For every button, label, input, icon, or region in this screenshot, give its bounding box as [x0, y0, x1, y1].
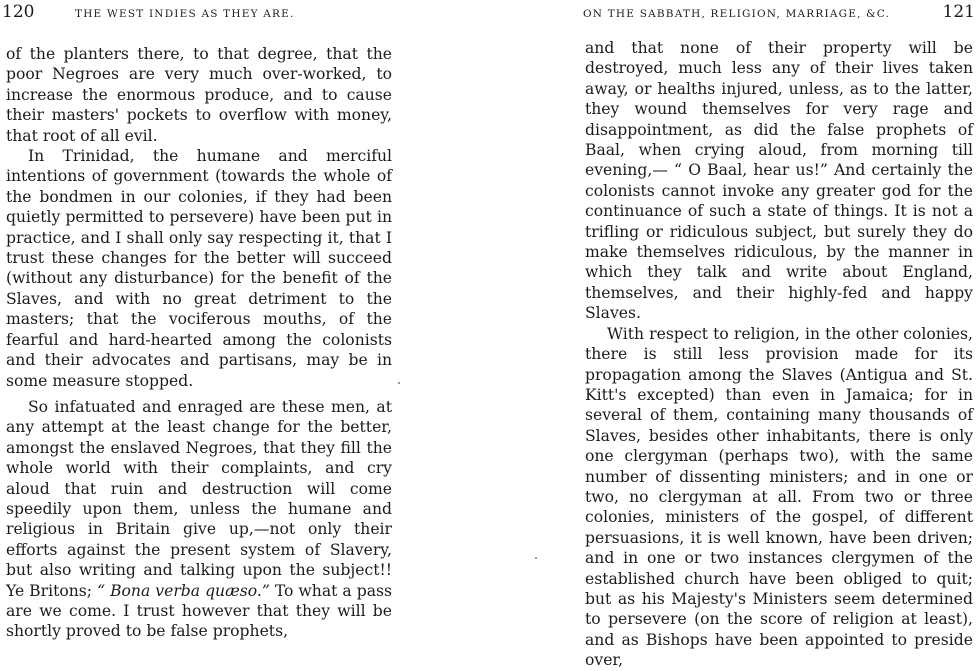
right-paragraph-1: and that none of their property will be destroyed, much less any of their lives taken away, or healths injured, unless, as to the latter, they wound themselves for very rage and disappointment, as did the false prophets of Baal, when crying aloud, from morning till evening,— “ O Baal, hear us!” And certainly the colonists cannot invoke any greater god for the continuance of such a state of things. It is not a trifling or ridiculous subject, but surely they do make themselves ridiculous, by the manner in which they talk and write about England, themselves, and their highly-fed and happy Slaves.: [585, 39, 973, 323]
left-paragraph-1: of the planters there, to that degree, that the poor Negroes are very much over-worked, to increase the enormous produce, and to cause their masters' pockets to overflow with money, that root of all evil.: [6, 45, 392, 145]
left-body-text: [0, 34, 400, 642]
gutter-speck: [535, 557, 537, 559]
left-paragraph-2: In Trinidad, the humane and merciful intentions of government (towards the whole of the bondmen in our colonies, if they had been quietly permitted to persevere) have been put in practice, and I shall only say respecting it, that I trust these changes for the better will succeed (without any disturbance) for the benefit of the Slaves, and with no great detriment to the masters; that the vociferous mouths, of the fearful and hard-hearted among the colonists and their advocates and partisans, may be in some measure stopped.: [6, 147, 392, 390]
left-paragraph-3-text-a: So infatuated and enraged are these men, at any attempt at the least change for the better, amongst the enslaved Negroes, that they fill the whole world with their complaints, and cry aloud that ruin and destruction will come speedily upon them, unless the humane and religious in Britain give up,—not only their efforts against the present system of Slavery, but also writing and talking upon the subject!! Ye Britons;: [6, 397, 392, 600]
left-running-head: [0, 0, 400, 34]
right-body-text: [577, 34, 975, 671]
left-paragraph-3: [6, 397, 392, 642]
left-paragraph-3-text-b: To what a pass are we come. I trust however that they will be shortly proved to be false prophets,: [6, 581, 392, 641]
left-page-number: 120: [2, 2, 35, 22]
latin-quotation: “ Bona verba quæso.”: [97, 581, 270, 600]
left-page: [0, 0, 400, 641]
left-running-title: THE WEST INDIES AS THEY ARE.: [75, 8, 295, 20]
right-running-head: [577, 0, 975, 34]
right-page-number: 121: [942, 2, 975, 22]
gutter-speck: [398, 382, 400, 384]
right-page: [577, 0, 975, 670]
right-paragraph-2: With respect to religion, in the other colonies, there is still less provision made for its propagation among the Slaves (Antigua and St. Kitt's excepted) than even in Jamaica; for in several of them, containing many thousands of Slaves, besides other inhabitants, there is only one clergyman (perhaps two), with the same number of dissenting ministers; and in one or two, no clergyman at all. From two or three colonies, ministers of the gospel, of different persuasions, it is well known, have been driven; and in one or two instances clergymen of the established church have been obliged to quit; but as his Majesty's Ministers seem determined to persevere (on the score of religion at least), and as Bishops have been appointed to preside over,: [585, 324, 973, 670]
right-running-title: ON THE SABBATH, RELIGION, MARRIAGE, &C.: [583, 8, 891, 20]
